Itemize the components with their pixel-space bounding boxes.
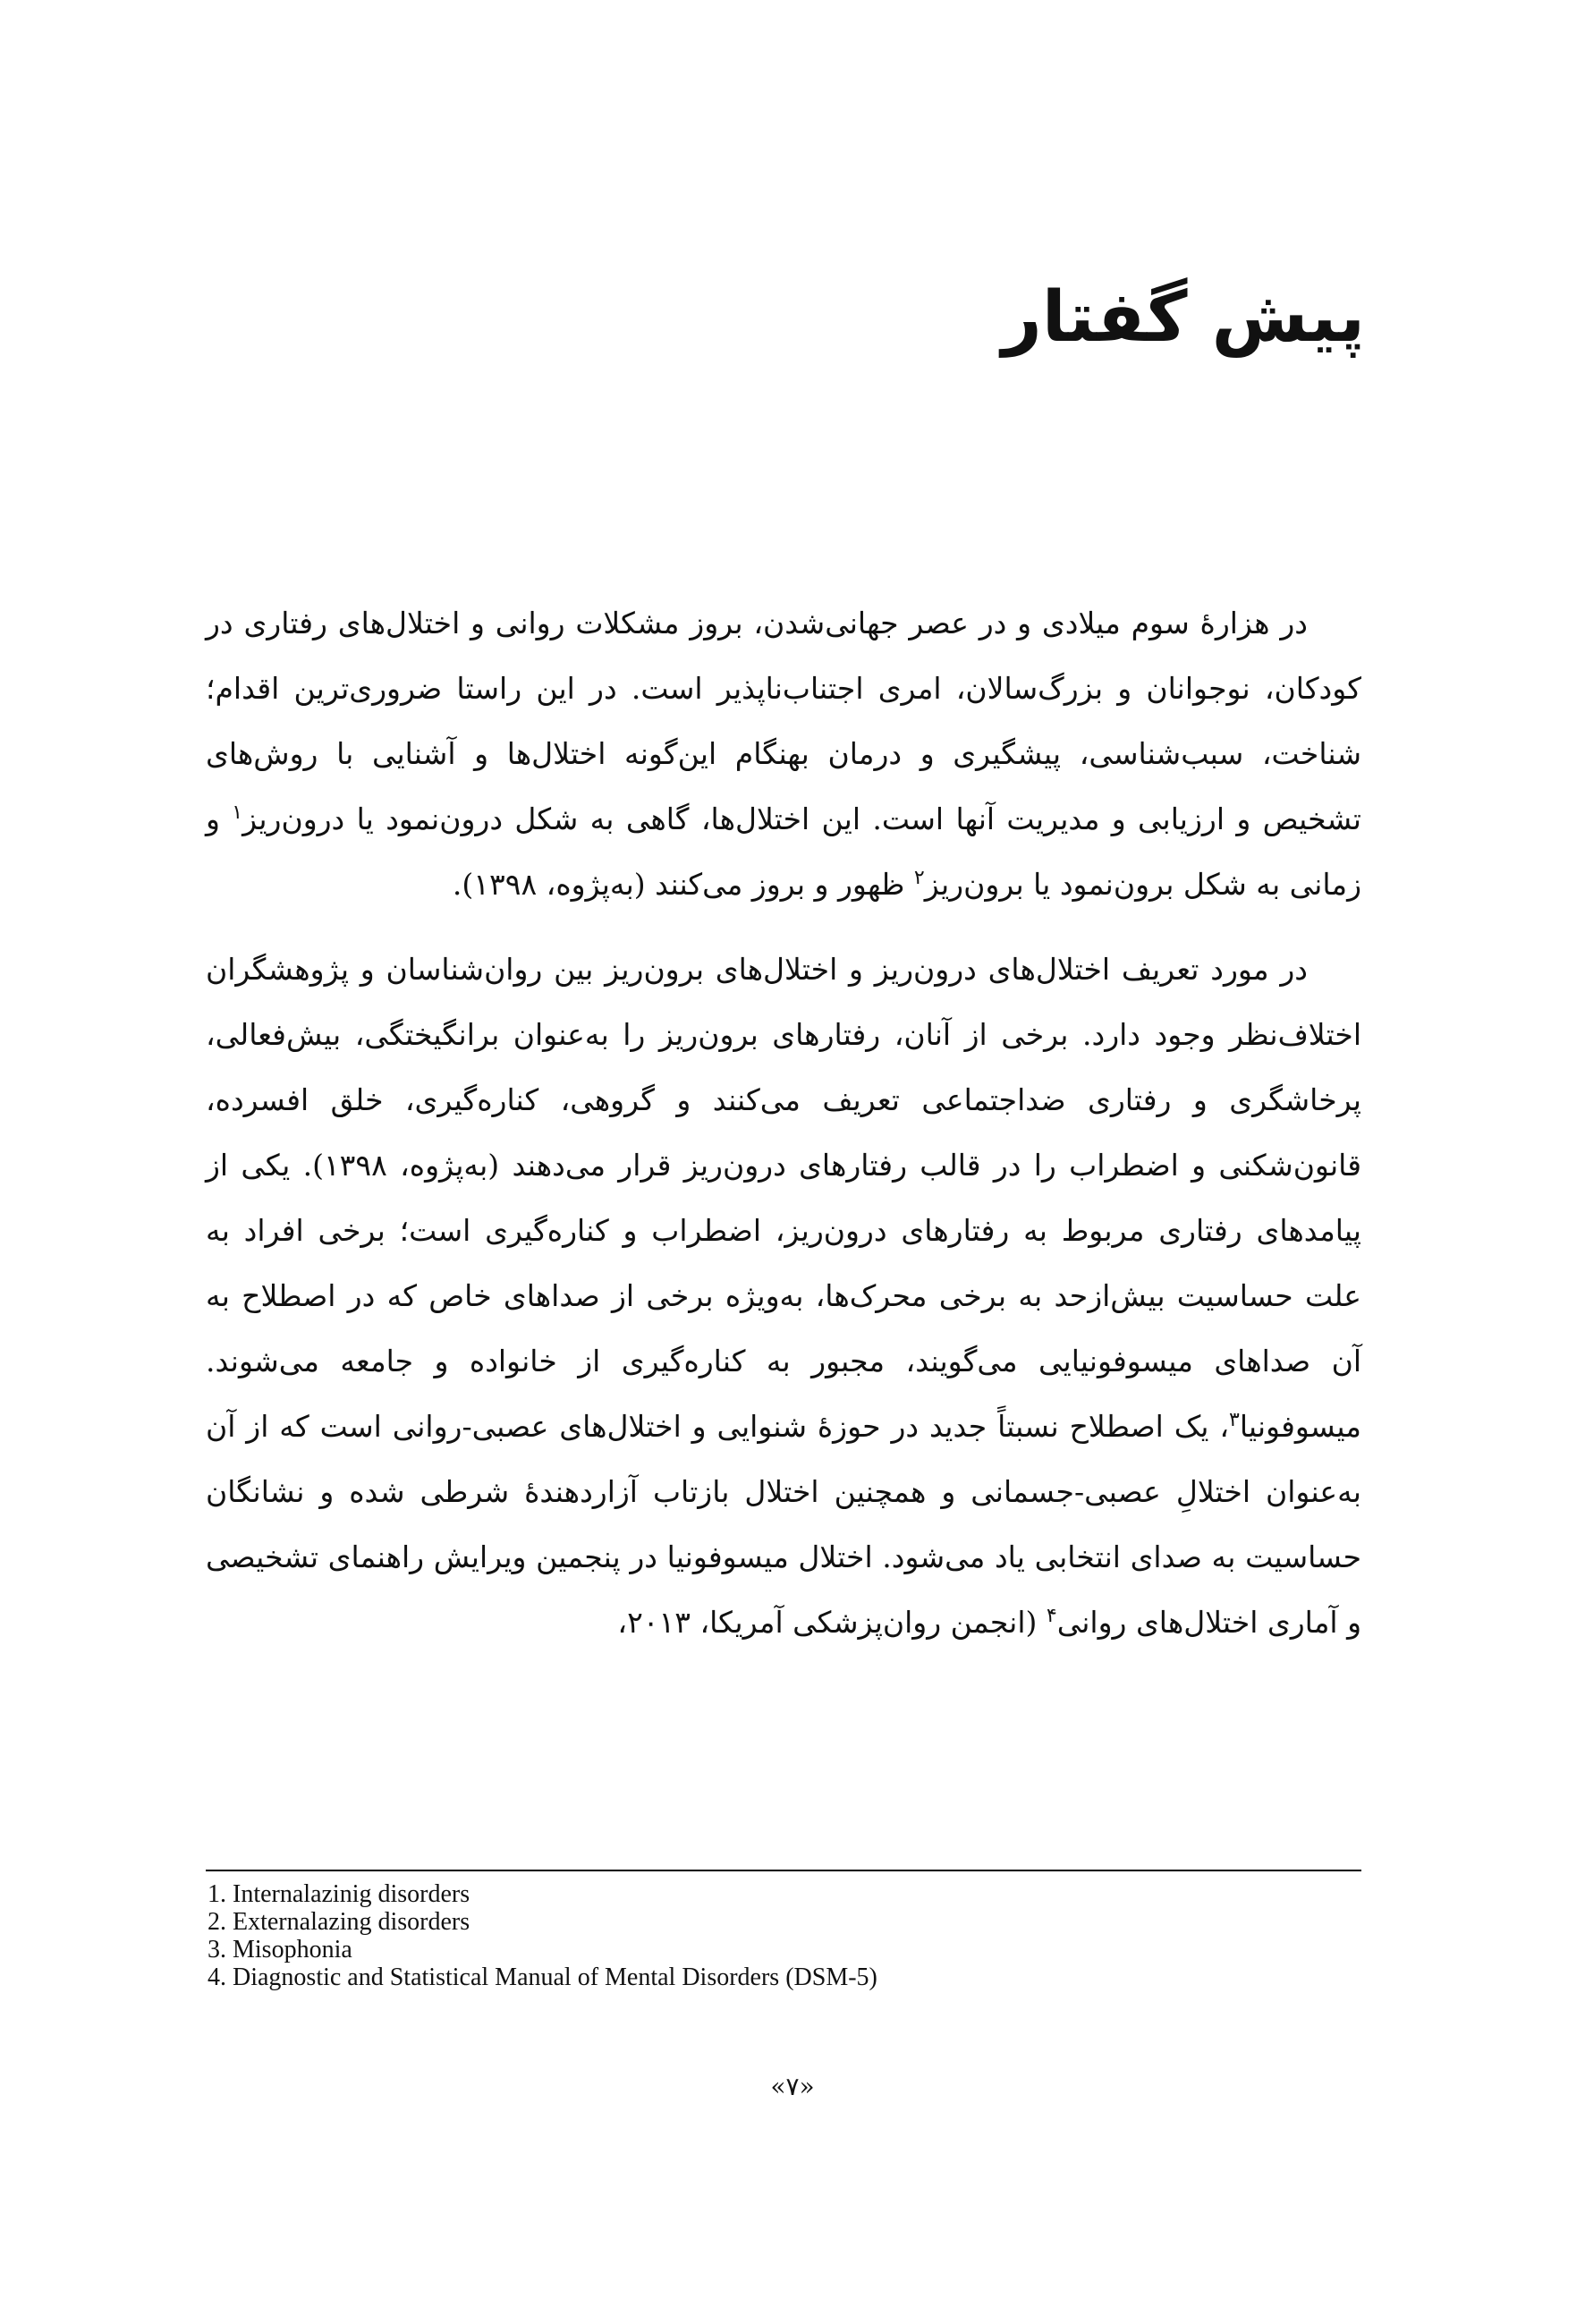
paragraph-text: در مورد تعریف اختلال‌های درون‌ریز و اختلال‌های برون‌ریز بین روان‌شناسان و پژوهشگران اختلاف‌نظر وجود دارد. برخی از آنان، رفتارهای برون‌ریز را به‌عنوان برانگیختگی، بیش‌فعالی، پرخاشگری و رفتاری ضداجتماعی تعریف می‌کنند و گروهی، کناره‌گیری، خلق افسرده، قانون‌شکنی و اضطراب را در قالب رفتارهای درون‌ریز قرار می‌دهند (به‌پژوه، ۱۳۹۸). یکی از پیامدهای رفتاری مربوط به رفتارهای درون‌ریز، اضطراب و کناره‌گیری است؛ برخی افراد به علت حساسیت بیش‌ازحد به برخی محرک‌ها، به‌ویژه برخی از صداهای خاص که در اصطلاح به آن صداهای میسوفونیایی می‌گویند، مجبور به کناره‌گیری از خانواده و جامعه می‌شوند. میسوفونیا <box>206 952 1361 1444</box>
footnote-4: 4. Diagnostic and Statistical Manual of Mental Disorders (DSM-5) <box>208 1964 877 1991</box>
footnote-marker: ۴ <box>1046 1605 1057 1627</box>
paragraph-text: ، یک اصطلاح نسبتاً جدید در حوزهٔ شنوایی و اختلال‌های عصبی-روانی است که از آن به‌عنوان اختلالِ عصبی-جسمانی و همچنین اختلال بازتاب آزاردهندهٔ شرطی شده و نشانگان حساسیت به صدای انتخابی یاد می‌شود. اختلال میسوفونیا در پنجمین ویرایش راهنمای تشخیصی و آماری اختلال‌های روانی <box>206 1409 1361 1640</box>
footnote-marker: ۲ <box>913 867 925 889</box>
footnote-marker: ۱ <box>232 802 243 824</box>
footnote-divider <box>206 1870 1361 1871</box>
page-number: «۷» <box>770 2072 815 2101</box>
paragraph-text: در هزارهٔ سوم میلادی و در عصر جهانی‌شدن، بروز مشکلات روانی و اختلال‌های رفتاری در کودکان، نوجوانان و بزرگ‌سالان، امری اجتناب‌ناپذیر است. در این راستا ضروری‌ترین اقدام؛ شناخت، سبب‌شناسی، پیشگیری و درمان بهنگام این‌گونه اختلال‌ها و آشنایی با روش‌های تشخیص و ارزیابی و مدیریت آنها است. این اختلال‌ها، گاهی به شکل درون‌نمود یا درون‌ریز <box>206 606 1361 836</box>
paragraph-text: (انجمن روان‌پزشکی آمریکا، ۲۰۱۳، <box>617 1605 1047 1640</box>
footnote-3: 3. Misophonia <box>208 1936 352 1964</box>
footnote-2: 2. Externalazing disorders <box>208 1908 470 1936</box>
page-title: پیش گفتار <box>1001 277 1365 358</box>
footnote-marker: ۳ <box>1229 1409 1240 1431</box>
body-paragraph <box>206 590 1361 917</box>
footnote-1: 1. Internalazinig disorders <box>208 1880 470 1908</box>
footnotes <box>208 1880 1361 1991</box>
body-text <box>206 590 1361 1675</box>
body-paragraph <box>206 937 1361 1655</box>
paragraph-text: و زمانی به شکل برون‌نمود یا برون‌ریز <box>206 802 1361 902</box>
paragraph-text: ظهور و بروز می‌کنند (به‌پژوه، ۱۳۹۸). <box>452 867 914 902</box>
